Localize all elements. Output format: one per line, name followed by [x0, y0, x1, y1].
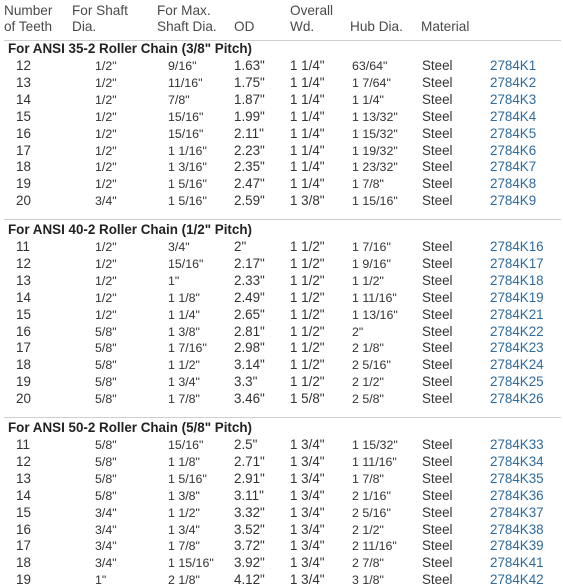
part-number-link[interactable]: 2784K5 [490, 125, 537, 141]
cell-teeth: 13 [16, 74, 31, 90]
cell-material: Steel [422, 108, 453, 124]
cell-overall: 1 5/8" [290, 391, 325, 407]
cell-teeth: 11 [16, 437, 30, 452]
column-header-od: OD [234, 19, 255, 34]
part-number-link[interactable]: 2784K7 [490, 159, 537, 175]
cell-maxshaft: 1 1/8" [168, 290, 200, 305]
cell-shaft: 1/2" [95, 307, 117, 322]
cell-teeth: 20 [16, 193, 31, 209]
cell-material: Steel [422, 437, 453, 452]
part-number-link[interactable]: 2784K42 [490, 572, 544, 588]
column-header-overall: Overall [290, 3, 334, 18]
cell-material: Steel [422, 289, 453, 305]
part-number-link[interactable]: 2784K35 [490, 470, 544, 486]
column-header-teeth: of Teeth [4, 19, 53, 34]
cell-od: 3.3" [234, 374, 258, 390]
section-divider [4, 417, 561, 418]
cell-maxshaft: 1 1/2" [168, 358, 200, 373]
cell-od: 3.11" [234, 487, 264, 503]
column-header-teeth: Number [4, 3, 53, 18]
cell-overall: 1 3/4" [290, 470, 325, 486]
cell-overall: 1 1/4" [290, 159, 325, 175]
cell-shaft: 1/2" [95, 273, 117, 288]
cell-material: Steel [422, 74, 453, 90]
section-divider [4, 219, 561, 220]
part-number-link[interactable]: 2784K16 [490, 239, 544, 254]
cell-material: Steel [422, 374, 453, 390]
cell-maxshaft: 1 15/16" [168, 556, 214, 571]
cell-overall: 1 1/2" [290, 340, 325, 356]
cell-shaft: 1/2" [95, 177, 117, 192]
cell-overall: 1 1/4" [290, 142, 325, 158]
cell-maxshaft: 1 5/16" [168, 471, 207, 486]
cell-teeth: 14 [16, 289, 31, 305]
cell-hub: 2 11/16" [352, 539, 397, 554]
part-number-link[interactable]: 2784K8 [490, 176, 537, 192]
cell-shaft: 1/2" [95, 92, 117, 107]
cell-material: Steel [422, 125, 453, 141]
cell-teeth: 19 [16, 176, 31, 192]
cell-hub: 1 1/4" [352, 92, 384, 107]
cell-maxshaft: 1 1/16" [168, 143, 207, 158]
cell-shaft: 1/2" [95, 126, 117, 141]
cell-hub: 1 7/64" [352, 75, 391, 90]
cell-hub: 3 1/8" [352, 573, 384, 588]
cell-teeth: 15 [16, 306, 31, 322]
cell-teeth: 15 [16, 108, 31, 124]
column-header-shaft: For Shaft [72, 3, 128, 18]
cell-shaft: 1/2" [95, 240, 117, 254]
cell-od: 2.71" [234, 453, 265, 469]
part-number-link[interactable]: 2784K24 [490, 357, 544, 373]
cell-shaft: 1/2" [95, 109, 117, 124]
cell-hub: 1 15/32" [352, 126, 398, 141]
cell-hub: 1 13/16" [352, 307, 398, 322]
cell-teeth: 12 [16, 58, 31, 73]
cell-maxshaft: 1 1/8" [168, 454, 200, 469]
cell-teeth: 17 [16, 538, 31, 554]
cell-hub: 1 15/16" [352, 194, 398, 209]
cell-teeth: 16 [16, 323, 31, 339]
section-title: For ANSI 40-2 Roller Chain (1/2" Pitch) [8, 222, 252, 237]
part-number-link[interactable]: 2784K6 [490, 142, 537, 158]
cell-od: 2.65" [234, 306, 265, 322]
cell-material: Steel [422, 538, 453, 554]
cell-od: 1.63" [234, 58, 265, 73]
cell-maxshaft: 1" [168, 273, 180, 288]
part-number-link[interactable]: 2784K1 [490, 58, 537, 73]
part-number-link[interactable]: 2784K38 [490, 521, 544, 537]
column-header-material: Material [421, 19, 470, 34]
cell-od: 3.32" [234, 504, 265, 520]
cell-maxshaft: 15/16" [168, 256, 204, 271]
cell-maxshaft: 1 7/8" [168, 539, 200, 554]
cell-maxshaft: 1 3/8" [168, 324, 200, 339]
cell-shaft: 3/4" [95, 539, 117, 554]
cell-shaft: 1/2" [95, 290, 117, 305]
cell-material: Steel [422, 572, 453, 588]
cell-od: 2.23" [234, 142, 265, 158]
part-number-link[interactable]: 2784K22 [490, 323, 544, 339]
part-number-link[interactable]: 2784K2 [490, 74, 537, 90]
cell-hub: 1 7/8" [352, 177, 384, 192]
cell-od: 3.72" [234, 538, 265, 554]
cell-shaft: 5/8" [95, 324, 117, 339]
cell-hub: 1 19/32" [352, 143, 398, 158]
cell-hub: 2 1/16" [352, 488, 391, 503]
cell-shaft: 5/8" [95, 341, 117, 356]
cell-overall: 1 1/2" [290, 306, 325, 322]
cell-teeth: 12 [16, 453, 31, 469]
cell-hub: 2 5/8" [352, 392, 384, 407]
cell-hub: 2 1/8" [352, 341, 384, 356]
cell-od: 2.49" [234, 289, 265, 305]
cell-teeth: 20 [16, 391, 31, 407]
part-number-link[interactable]: 2784K18 [490, 272, 544, 288]
cell-material: Steel [422, 306, 453, 322]
section-title: For ANSI 35-2 Roller Chain (3/8" Pitch) [8, 41, 252, 56]
cell-maxshaft: 15/16" [168, 438, 204, 452]
cell-teeth: 14 [16, 487, 31, 503]
cell-overall: 1 1/4" [290, 125, 325, 141]
column-header-maxshaft: For Max. [157, 3, 211, 18]
cell-maxshaft: 1 3/4" [168, 522, 200, 537]
cell-hub: 1 7/16" [352, 240, 391, 254]
cell-material: Steel [422, 239, 453, 254]
cell-maxshaft: 1 3/16" [168, 160, 207, 175]
part-number-link[interactable]: 2784K21 [490, 306, 544, 322]
cell-maxshaft: 7/8" [168, 92, 190, 107]
cell-overall: 1 3/4" [290, 555, 325, 571]
cell-material: Steel [422, 159, 453, 175]
cell-shaft: 1/2" [95, 256, 117, 271]
cell-teeth: 11 [16, 239, 30, 254]
cell-maxshaft: 1 1/4" [168, 307, 200, 322]
cell-overall: 1 1/4" [290, 108, 325, 124]
cell-overall: 1 3/4" [290, 437, 325, 452]
cell-shaft: 1/2" [95, 75, 117, 90]
cell-od: 1.99" [234, 108, 265, 124]
cell-od: 2.5" [234, 437, 258, 452]
cell-shaft: 5/8" [95, 454, 117, 469]
part-number-link[interactable]: 2784K33 [490, 437, 544, 452]
cell-teeth: 19 [16, 374, 31, 390]
part-number-link[interactable]: 2784K34 [490, 453, 544, 469]
cell-od: 2.33" [234, 272, 265, 288]
cell-shaft: 5/8" [95, 471, 117, 486]
cell-overall: 1 3/8" [290, 193, 325, 209]
cell-maxshaft: 11/16" [168, 75, 203, 90]
cell-material: Steel [422, 255, 453, 271]
cell-overall: 1 1/2" [290, 289, 325, 305]
cell-maxshaft: 1 5/16" [168, 177, 207, 192]
cell-shaft: 3/4" [95, 505, 117, 520]
part-number-link[interactable]: 2784K36 [490, 487, 544, 503]
cell-material: Steel [422, 176, 453, 192]
cell-teeth: 17 [16, 340, 31, 356]
section-title: For ANSI 50-2 Roller Chain (5/8" Pitch) [8, 420, 252, 435]
cell-overall: 1 1/4" [290, 74, 325, 90]
cell-shaft: 1/2" [95, 160, 117, 175]
cell-hub: 2 7/8" [352, 556, 384, 571]
cell-od: 2.59" [234, 193, 265, 209]
cell-od: 4.12" [234, 572, 265, 588]
cell-material: Steel [422, 91, 453, 107]
cell-material: Steel [422, 193, 453, 209]
cell-teeth: 17 [16, 142, 31, 158]
cell-overall: 1 1/4" [290, 58, 325, 73]
column-header-shaft: Dia. [72, 19, 97, 34]
cell-od: 3.46" [234, 391, 265, 407]
cell-shaft: 1/2" [95, 143, 117, 158]
cell-overall: 1 1/2" [290, 255, 325, 271]
cell-material: Steel [422, 504, 453, 520]
cell-shaft: 1/2" [95, 59, 117, 73]
cell-maxshaft: 1 7/16" [168, 341, 207, 356]
cell-hub: 1 9/16" [352, 256, 391, 271]
cell-teeth: 15 [16, 504, 31, 520]
cell-teeth: 14 [16, 91, 31, 107]
cell-od: 2.47" [234, 176, 265, 192]
cell-hub: 1 11/16" [352, 454, 397, 469]
cell-teeth: 12 [16, 255, 31, 271]
cell-overall: 1 3/4" [290, 487, 325, 503]
cell-maxshaft: 3/4" [168, 240, 190, 254]
cell-material: Steel [422, 487, 453, 503]
cell-shaft: 5/8" [95, 358, 117, 373]
cell-teeth: 18 [16, 159, 31, 175]
cell-hub: 1 11/16" [352, 290, 397, 305]
cell-overall: 1 3/4" [290, 453, 325, 469]
cell-od: 3.14" [234, 357, 265, 373]
cell-od: 2" [234, 239, 247, 254]
cell-maxshaft: 2 1/8" [168, 573, 200, 588]
cell-od: 1.87" [234, 91, 265, 107]
part-number-link[interactable]: 2784K39 [490, 538, 544, 554]
cell-hub: 2 5/16" [352, 505, 391, 520]
cell-material: Steel [422, 391, 453, 407]
cell-od: 1.75" [234, 74, 265, 90]
cell-od: 2.81" [234, 323, 265, 339]
part-number-link[interactable]: 2784K17 [490, 255, 544, 271]
cell-overall: 1 3/4" [290, 521, 325, 537]
part-number-link[interactable]: 2784K25 [490, 374, 544, 390]
cell-hub: 2 5/16" [352, 358, 391, 373]
column-header-hub: Hub Dia. [350, 19, 403, 34]
cell-maxshaft: 1 3/8" [168, 488, 200, 503]
cell-teeth: 16 [16, 125, 31, 141]
cell-overall: 1 1/2" [290, 323, 325, 339]
cell-material: Steel [422, 470, 453, 486]
cell-overall: 1 1/2" [290, 239, 325, 254]
part-number-link[interactable]: 2784K9 [490, 193, 537, 209]
cell-hub: 1 15/32" [352, 438, 398, 452]
cell-shaft: 5/8" [95, 392, 117, 407]
cell-hub: 1 1/2" [352, 273, 384, 288]
cell-material: Steel [422, 142, 453, 158]
cell-teeth: 18 [16, 357, 31, 373]
cell-hub: 2 1/2" [352, 375, 384, 390]
cell-material: Steel [422, 272, 453, 288]
part-number-link[interactable]: 2784K23 [490, 340, 544, 356]
cell-overall: 1 1/2" [290, 272, 325, 288]
cell-hub: 63/64" [352, 59, 388, 73]
cell-teeth: 16 [16, 521, 31, 537]
part-number-link[interactable]: 2784K3 [490, 91, 537, 107]
cell-od: 2.98" [234, 340, 265, 356]
cell-maxshaft: 1 1/2" [168, 505, 200, 520]
cell-maxshaft: 1 7/8" [168, 392, 200, 407]
cell-teeth: 13 [16, 272, 31, 288]
cell-overall: 1 3/4" [290, 504, 325, 520]
cell-shaft: 1" [95, 573, 107, 588]
cell-overall: 1 1/2" [290, 374, 325, 390]
part-number-link[interactable]: 2784K41 [490, 555, 544, 571]
cell-overall: 1 3/4" [290, 572, 325, 588]
cell-material: Steel [422, 58, 453, 73]
cell-maxshaft: 1 5/16" [168, 194, 207, 209]
cell-material: Steel [422, 453, 453, 469]
part-number-link[interactable]: 2784K4 [490, 108, 537, 124]
cell-hub: 1 13/32" [352, 109, 398, 124]
cell-teeth: 19 [16, 572, 31, 588]
cell-material: Steel [422, 323, 453, 339]
cell-maxshaft: 9/16" [168, 59, 197, 73]
cell-overall: 1 1/4" [290, 91, 325, 107]
cell-shaft: 5/8" [95, 488, 117, 503]
cell-hub: 1 23/32" [352, 160, 398, 175]
cell-shaft: 3/4" [95, 522, 117, 537]
cell-maxshaft: 15/16" [168, 109, 204, 124]
cell-od: 2.35" [234, 159, 265, 175]
cell-teeth: 13 [16, 470, 31, 486]
cell-overall: 1 3/4" [290, 538, 325, 554]
cell-maxshaft: 15/16" [168, 126, 204, 141]
cell-od: 3.52" [234, 521, 265, 537]
cell-shaft: 3/4" [95, 556, 117, 571]
cell-shaft: 5/8" [95, 438, 117, 452]
cell-hub: 2 1/2" [352, 522, 384, 537]
cell-material: Steel [422, 521, 453, 537]
cell-od: 2.11" [234, 125, 264, 141]
cell-od: 2.91" [234, 470, 265, 486]
cell-shaft: 3/4" [95, 194, 117, 209]
cell-hub: 1 7/8" [352, 471, 384, 486]
column-header-overall: Wd. [290, 19, 315, 34]
cell-od: 3.92" [234, 555, 265, 571]
part-number-link[interactable]: 2784K19 [490, 289, 544, 305]
cell-od: 2.17" [234, 255, 265, 271]
part-number-link[interactable]: 2784K26 [490, 391, 544, 407]
cell-material: Steel [422, 555, 453, 571]
part-number-link[interactable]: 2784K37 [490, 504, 544, 520]
cell-material: Steel [422, 357, 453, 373]
column-header-maxshaft: Shaft Dia. [157, 19, 217, 34]
cell-hub: 2" [352, 324, 364, 339]
cell-material: Steel [422, 340, 453, 356]
cell-overall: 1 1/2" [290, 357, 325, 373]
cell-teeth: 18 [16, 555, 31, 571]
cell-overall: 1 1/4" [290, 176, 325, 192]
cell-maxshaft: 1 3/4" [168, 375, 200, 390]
cell-shaft: 5/8" [95, 375, 117, 390]
